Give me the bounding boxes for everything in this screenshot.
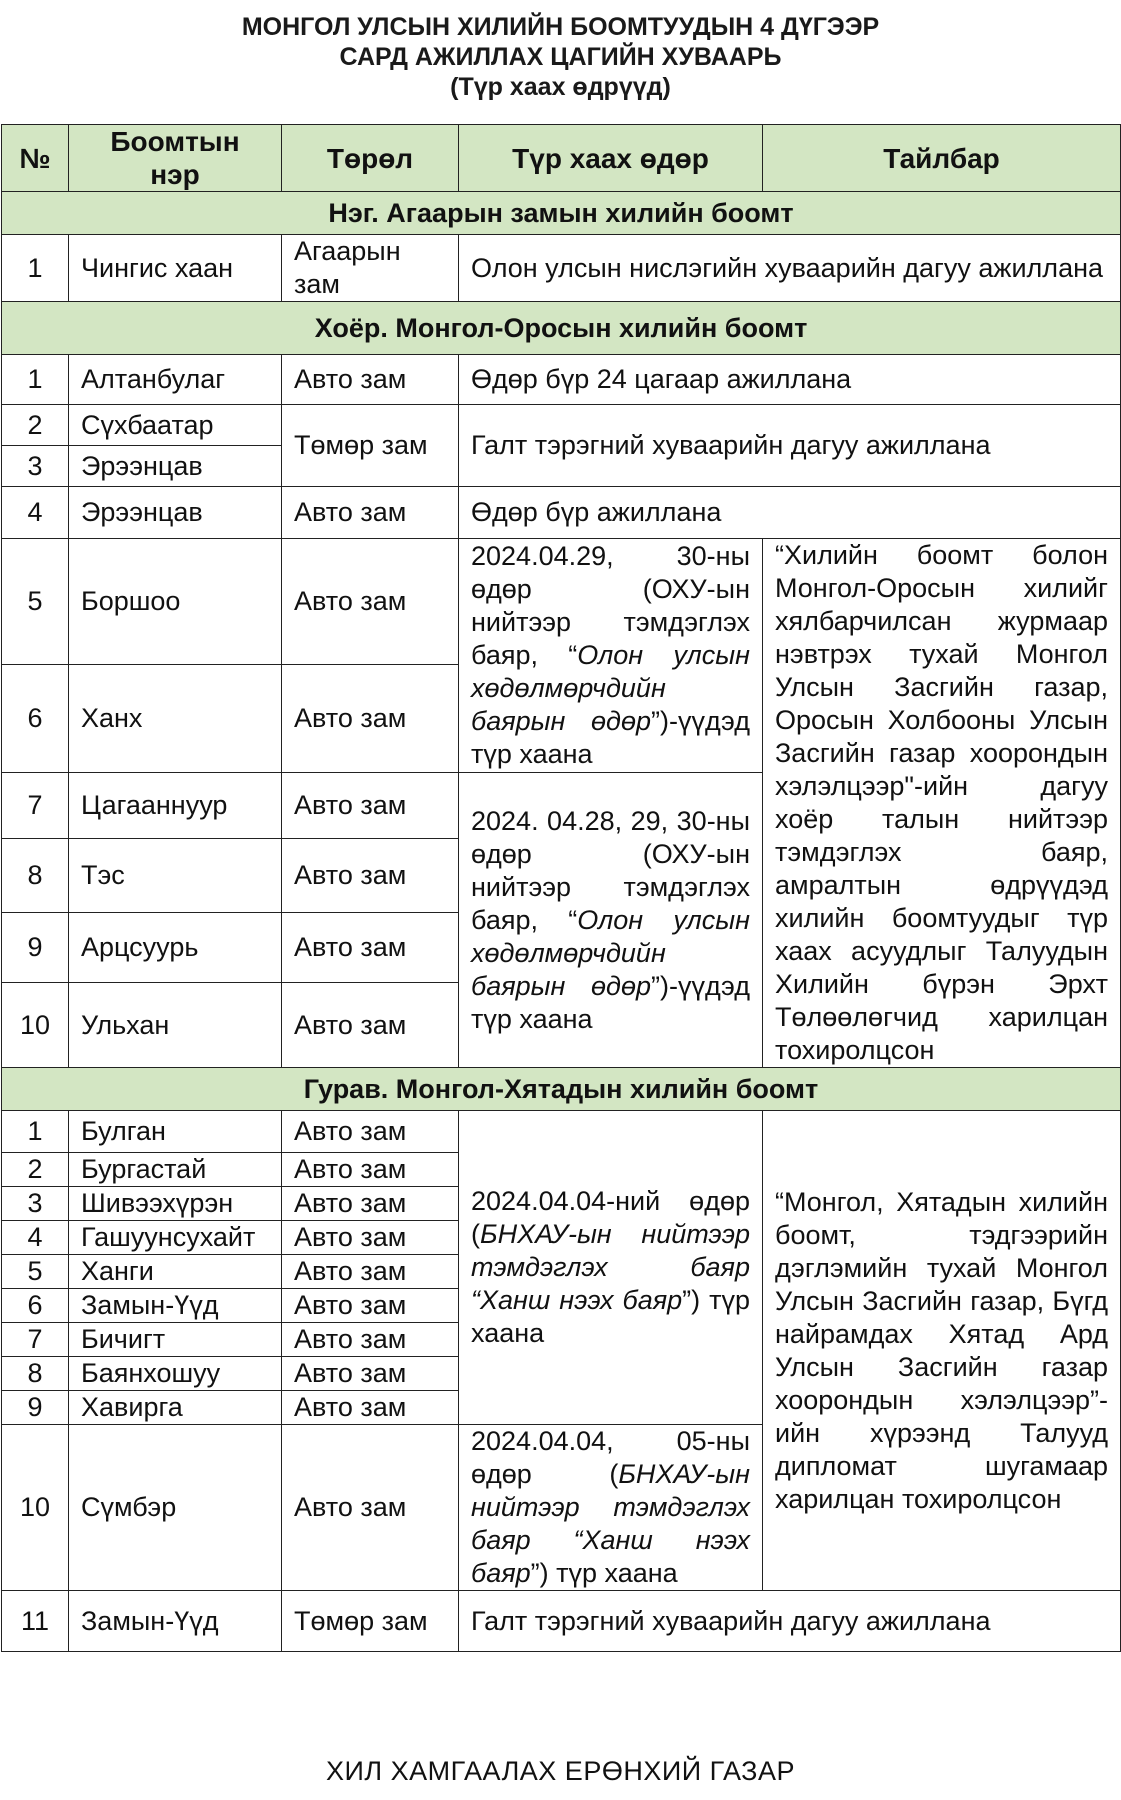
header-note: Тайлбар — [763, 125, 1121, 192]
row-num: 1 — [2, 355, 69, 405]
port-name: Замын-Үүд — [69, 1289, 282, 1323]
row-num: 3 — [2, 446, 69, 487]
port-type: Төмөр зам — [282, 1591, 459, 1652]
port-type: Авто зам — [282, 983, 459, 1068]
port-name: Ханги — [69, 1255, 282, 1289]
port-name: Чингис хаан — [69, 235, 282, 302]
port-name: Эрээнцав — [69, 487, 282, 539]
port-type: Авто зам — [282, 1153, 459, 1187]
port-type: Авто зам — [282, 913, 459, 983]
table-row — [2, 1111, 1121, 1153]
row-num: 10 — [2, 983, 69, 1068]
row-num: 1 — [2, 1111, 69, 1153]
row-num: 7 — [2, 1323, 69, 1357]
header-name: Боомтын нэр — [69, 125, 282, 192]
table-row — [2, 539, 1121, 665]
port-name: Сүмбэр — [69, 1425, 282, 1591]
table-row — [2, 405, 1121, 446]
row-num: 5 — [2, 1255, 69, 1289]
port-type: Авто зам — [282, 1425, 459, 1591]
section-title-air: Нэг. Агаарын замын хилийн боомт — [2, 192, 1121, 235]
port-type: Авто зам — [282, 1391, 459, 1425]
row-num: 2 — [2, 405, 69, 446]
port-type: Авто зам — [282, 665, 459, 773]
title-line-1: МОНГОЛ УЛСЫН ХИЛИЙН БООМТУУДЫН 4 ДҮГЭЭР — [241, 13, 880, 41]
section-title-russia: Хоёр. Монгол-Оросын хилийн боомт — [2, 302, 1121, 355]
title-line-2: САРД АЖИЛЛАХ ЦАГИЙН ХУВААРЬ — [339, 43, 782, 71]
schedule-table — [1, 124, 1121, 1652]
port-type: Авто зам — [282, 1111, 459, 1153]
port-name: Бургастай — [69, 1153, 282, 1187]
row-num: 1 — [2, 235, 69, 302]
port-type: Авто зам — [282, 487, 459, 539]
closing-days: 2024. 04.28, 29, 30-ны өдөр (ОХУ-ын нийтээр тэмдэглэх баяр, “Олон улсын хөдөлмөрчдийн баярын өдөр”)-үүдэд түр хаана — [459, 773, 763, 1068]
port-type: Авто зам — [282, 1323, 459, 1357]
port-type: Авто зам — [282, 539, 459, 665]
table-row — [2, 355, 1121, 405]
port-name: Ханх — [69, 665, 282, 773]
port-name: Сүхбаатар — [69, 405, 282, 446]
table-row — [2, 235, 1121, 302]
row-num: 3 — [2, 1187, 69, 1221]
note-cell: “Хилийн боомт болон Монгол-Оросын хилийг хялбарчилсан журмаар нэвтрэх тухай Монгол Улсын Засгийн газар, Оросын Холбооны Улсын Засгийн газар хоорондын хэлэлцээр"-ийн дагуу хоёр талын нийтээр тэмдэглэх баяр, амралтын өдрүүдэд хилийн боомтуудыг түр хаах асуудлыг Талуудын Хилийн бүрэн Эрхт Төлөөлөгчид харилцан тохиролцсон — [763, 539, 1121, 1068]
port-name: Замын-Үүд — [69, 1591, 282, 1652]
row-num: 2 — [2, 1153, 69, 1187]
table-row — [2, 1591, 1121, 1652]
port-type: Авто зам — [282, 1187, 459, 1221]
section-row — [2, 192, 1121, 235]
header-type: Төрөл — [282, 125, 459, 192]
row-num: 9 — [2, 1391, 69, 1425]
title-line-3: (Түр хаах өдрүүд) — [450, 73, 671, 101]
header-num: № — [2, 125, 69, 192]
row-num: 9 — [2, 913, 69, 983]
port-type: Авто зам — [282, 1357, 459, 1391]
note-cell: “Монгол, Хятадын хилийн боомт, тэдгээрийн дэглэмийн тухай Монгол Улсын Засгийн газар, Бүгд найрамдах Хятад Ард Улсын Засгийн газар хоорондын хэлэлцээр”-ийн хүрээнд Талууд дипломат шугамаар харилцан тохиролцсон — [763, 1111, 1121, 1591]
port-schedule: Галт тэрэгний хуваарийн дагуу ажиллана — [459, 405, 1121, 487]
port-schedule: Галт тэрэгний хуваарийн дагуу ажиллана — [459, 1591, 1121, 1652]
row-num: 10 — [2, 1425, 69, 1591]
port-name: Цагааннуур — [69, 773, 282, 839]
port-name: Тэс — [69, 839, 282, 913]
row-num: 6 — [2, 1289, 69, 1323]
port-name: Булган — [69, 1111, 282, 1153]
row-num: 4 — [2, 1221, 69, 1255]
row-num: 6 — [2, 665, 69, 773]
section-row — [2, 302, 1121, 355]
row-num: 5 — [2, 539, 69, 665]
port-type: Төмөр зам — [282, 405, 459, 487]
footer-organization: ХИЛ ХАМГААЛАХ ЕРӨНХИЙ ГАЗАР — [326, 1756, 795, 1786]
row-num: 8 — [2, 1357, 69, 1391]
port-name: Алтанбулаг — [69, 355, 282, 405]
port-type: Авто зам — [282, 355, 459, 405]
port-name: Гашуунсухайт — [69, 1221, 282, 1255]
port-schedule: Олон улсын нислэгийн хуваарийн дагуу ажиллана — [459, 235, 1121, 302]
port-name: Бичигт — [69, 1323, 282, 1357]
closing-days: 2024.04.04, 05-ны өдөр (БНХАУ-ын нийтээр тэмдэглэх баяр “Ханш нээх баяр”) түр хаана — [459, 1425, 763, 1591]
port-type: Авто зам — [282, 1255, 459, 1289]
header-close-day: Түр хаах өдөр — [459, 125, 763, 192]
port-name: Шивээхүрэн — [69, 1187, 282, 1221]
port-type: Авто зам — [282, 773, 459, 839]
port-name: Арцсуурь — [69, 913, 282, 983]
row-num: 4 — [2, 487, 69, 539]
section-row — [2, 1068, 1121, 1111]
port-name: Баянхошуу — [69, 1357, 282, 1391]
section-title-china: Гурав. Монгол-Хятадын хилийн боомт — [2, 1068, 1121, 1111]
port-type: Авто зам — [282, 1289, 459, 1323]
port-name: Ульхан — [69, 983, 282, 1068]
closing-days: 2024.04.29, 30-ны өдөр (ОХУ-ын нийтээр тэмдэглэх баяр, “Олон улсын хөдөлмөрчдийн баярын өдөр”)-үүдэд түр хаана — [459, 539, 763, 773]
row-num: 7 — [2, 773, 69, 839]
port-name: Эрээнцав — [69, 446, 282, 487]
row-num: 11 — [2, 1591, 69, 1652]
port-schedule: Өдөр бүр ажиллана — [459, 487, 1121, 539]
port-name: Боршоо — [69, 539, 282, 665]
document-title — [0, 12, 1121, 102]
table-row — [2, 487, 1121, 539]
row-num: 8 — [2, 839, 69, 913]
port-type: Агаарын зам — [282, 235, 459, 302]
port-schedule: Өдөр бүр 24 цагаар ажиллана — [459, 355, 1121, 405]
port-type: Авто зам — [282, 839, 459, 913]
port-type: Авто зам — [282, 1221, 459, 1255]
header-row — [2, 125, 1121, 192]
closing-days: 2024.04.04-ний өдөр (БНХАУ-ын нийтээр тэмдэглэх баяр “Ханш нээх баяр”) түр хаана — [459, 1111, 763, 1425]
port-name: Хавирга — [69, 1391, 282, 1425]
